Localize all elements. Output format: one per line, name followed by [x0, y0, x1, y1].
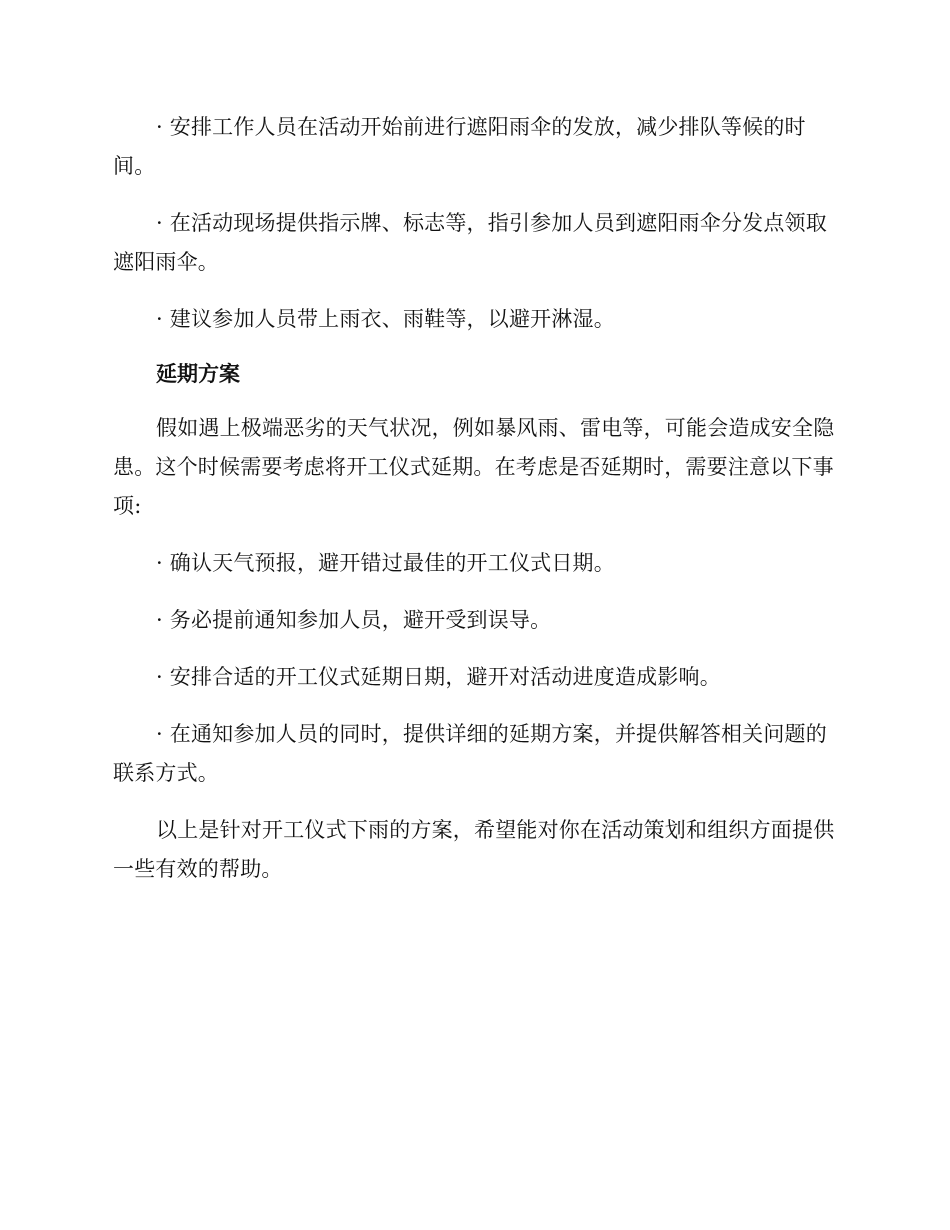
list-item-reschedule-date: · 安排合适的开工仪式延期日期，避开对活动进度造成影响。	[156, 665, 721, 689]
document-body	[113, 108, 837, 907]
closing-paragraph: 以上是针对开工仪式下雨的方案，希望能对你在活动策划和组织方面提供一些有效的帮助。	[113, 818, 835, 881]
intro-paragraph: 假如遇上极端恶劣的天气状况，例如暴风雨、雷电等，可能会造成安全隐患。这个时候需要考虑将开工仪式延期。在考虑是否延期时，需要注意以下事项:	[113, 416, 835, 518]
list-item-raingear: · 建议参加人员带上雨衣、雨鞋等，以避开淋湿。	[156, 307, 615, 331]
list-item-signage: · 在活动现场提供指示牌、标志等，指引参加人员到遮阳雨伞分发点领取遮阳雨伞。	[113, 211, 827, 274]
list-item-advance-notice: · 务必提前通知参加人员，避开受到误导。	[156, 608, 552, 632]
list-item-umbrella-distribution: · 安排工作人员在活动开始前进行遮阳雨伞的发放，减少排队等候的时间。	[113, 115, 806, 178]
section-heading: 延期方案	[156, 362, 240, 386]
list-item-contact-info: · 在通知参加人员的同时，提供详细的延期方案，并提供解答相关问题的联系方式。	[113, 722, 827, 785]
list-item-weather-forecast: · 确认天气预报，避开错过最佳的开工仪式日期。	[156, 551, 615, 575]
